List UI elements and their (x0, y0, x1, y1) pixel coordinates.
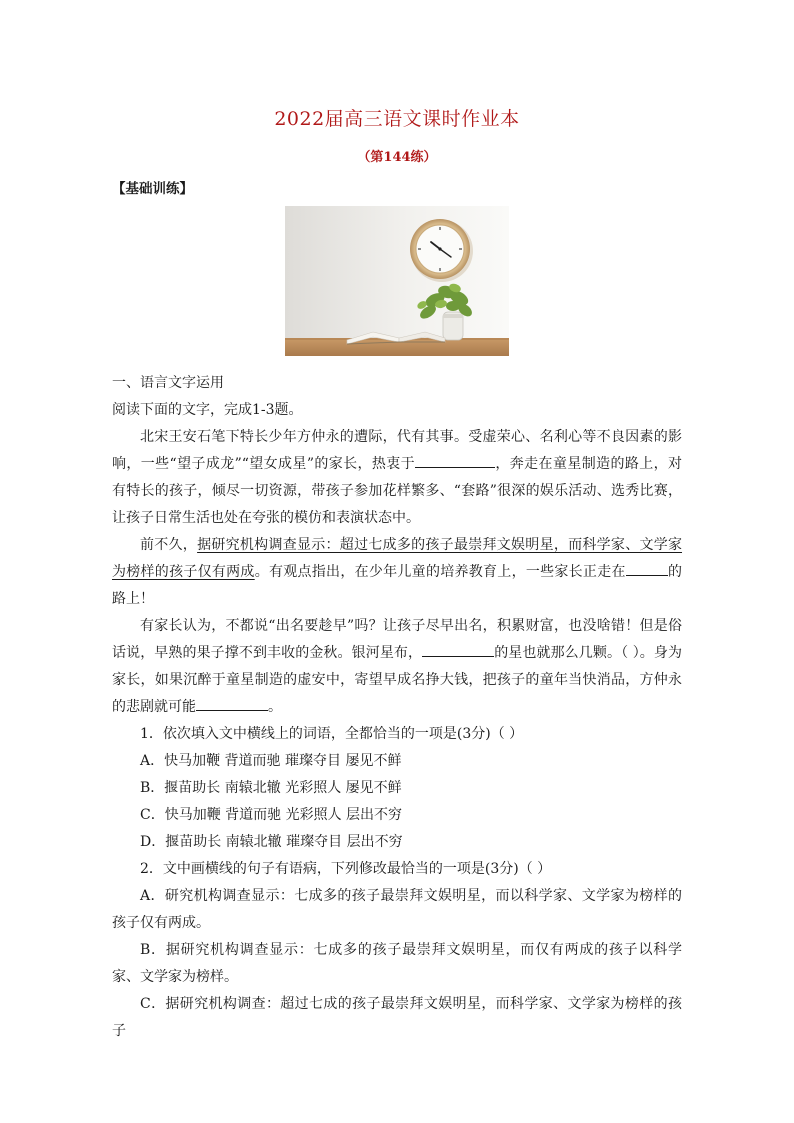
answer-blank (626, 559, 668, 576)
answer-blank (422, 640, 494, 657)
underlined-sentence: 据研究机构调查显示：超过七成多的孩子最崇拜文娱明星，而科学家、文学家为榜样的孩子仅有两成 (112, 537, 683, 580)
instruction: 阅读下面的文字，完成1-3题。 (112, 402, 303, 418)
answer-blank (415, 451, 495, 468)
question-2-option-b: B．据研究机构调查显示：七成多的孩子最崇拜文娱明星，而仅有两成的孩子以科学家、文学家为榜样。 (112, 942, 682, 985)
section-tag: 【基础训练】 (112, 181, 193, 197)
passage-paragraph-3: 有家长认为，不都说“出名要趁早”吗？让孩子尽早出名，积累财富，也没啥错！但是俗话说，早熟的果子撑不到丰收的金秋。银河星布， 的星也就那么几颗。（ ）。身为家长，如果沉醉于童星制造的虚安中，寄望早成名挣大钱，把孩子的童年当快消品，方仲永的悲剧就可能 。 (112, 618, 682, 715)
exercise-number: （第144练） (357, 150, 437, 165)
question-2-option-a: A．研究机构调查显示：七成多的孩子最崇拜文娱明星，而以科学家、文学家为榜样的孩子仅有两成。 (112, 888, 682, 931)
document-title: 2022届高三语文课时作业本 (274, 108, 520, 130)
question-1-option-b: B．揠苗助长 南辕北辙 光彩照人 屡见不鲜 (140, 780, 402, 796)
question-1-option-a: A．快马加鞭 背道而驰 璀璨夺目 屡见不鲜 (140, 753, 402, 769)
question-1-stem: 1．依次填入文中横线上的词语，全都恰当的一项是(3分)（ ） (140, 726, 524, 742)
reading-section (112, 370, 682, 1045)
part-heading: 一、语言文字运用 (112, 375, 224, 391)
question-2-option-c: C．据研究机构调查：超过七成的孩子最崇拜文娱明星，而科学家、文学家为榜样的孩子 (112, 996, 682, 1039)
question-1-option-d: D．揠苗助长 南辕北辙 璀璨夺目 层出不穷 (140, 834, 403, 850)
clock-plant-photo (285, 206, 509, 356)
passage-paragraph-2: 前不久，据研究机构调查显示：超过七成多的孩子最崇拜文娱明星，而科学家、文学家为榜样的孩子仅有两成。有观点指出，在少年儿童的培养教育上，一些家长正走在 的路上！ (112, 537, 683, 607)
answer-blank (196, 694, 268, 711)
question-2-stem: 2．文中画横线的句子有语病，下列修改最恰当的一项是(3分)（ ） (140, 861, 552, 877)
question-1-option-c: C．快马加鞭 背道而驰 光彩照人 层出不穷 (140, 807, 403, 823)
passage-paragraph-1: 北宋王安石笔下特长少年方仲永的遭际，代有其事。受虚荣心、名利心等不良因素的影响，一些“望子成龙”“望女成星”的家长，热衷于 ，奔走在童星制造的路上，对有特长的孩子，倾尽一切资源，带孩子参加花样繁多、“套路”很深的娱乐活动、选秀比赛，让孩子日常生活也处在夸张的模仿和表演状态中。 (112, 429, 682, 526)
